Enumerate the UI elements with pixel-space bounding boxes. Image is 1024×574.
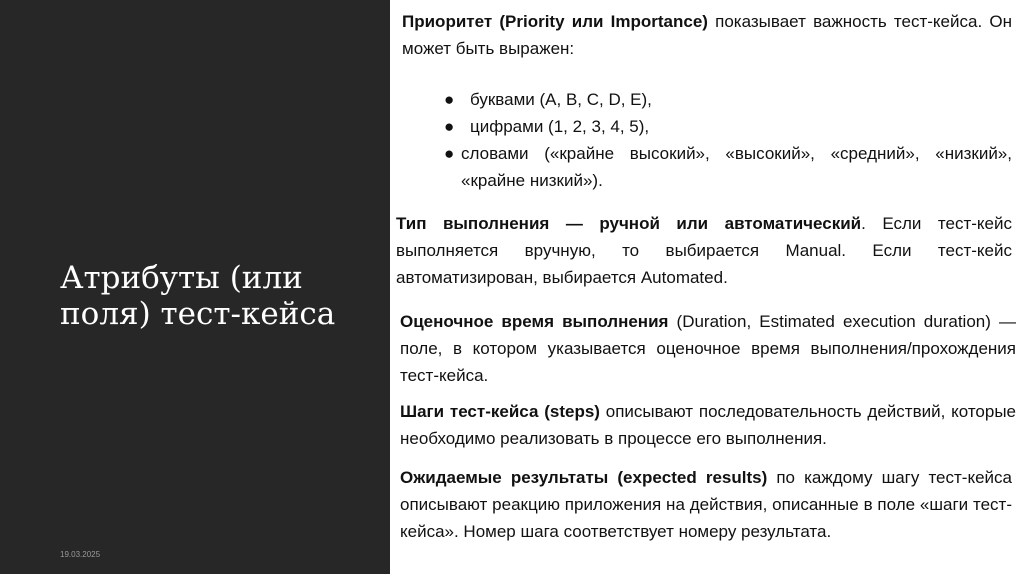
bullet-text: буквами (A, B, C, D, E), [470,90,652,109]
bullet-icon: ● [444,90,455,109]
execution-type-text: . Если тест-кейс выполняется вручную, то выбирается Manual. Если тест-кейс автоматизирован, выбирается Automated. [396,214,1012,287]
list-item [444,140,1012,194]
priority-paragraph [402,8,1012,62]
priority-heading: Приоритет (Priority или Importance) [402,12,708,31]
priority-text: показывает важность тест-кейса. Он может быть выражен: [402,12,1012,58]
title-panel [0,0,390,574]
bullet-text: цифрами (1, 2, 3, 4, 5), [470,117,650,136]
bullet-text: словами («крайне высокий», «высокий», «средний», «низкий», «крайне низкий»). [461,144,1012,190]
steps-heading: Шаги тест-кейса (steps) [400,402,600,421]
expected-results-paragraph [400,464,1012,545]
list-item [444,113,1012,140]
duration-text: (Duration, Estimated execution duration) — поле, в котором указывается оценочное время выполнения/прохождения тест-кейса. [400,312,1016,385]
duration-heading: Оценочное время выполнения [400,312,669,331]
expected-results-heading: Ожидаемые результаты (expected results) [400,468,768,487]
steps-paragraph [400,398,1016,452]
duration-paragraph [400,308,1016,389]
list-item [444,86,1012,113]
execution-type-paragraph [396,210,1012,291]
expected-results-text: по каждому шагу тест-кейса описывают реакцию приложения на действия, описанные в поле «шаги тест-кейса». Номер шага соответствует номеру результата. [400,468,1012,541]
bullet-icon: ● [444,144,455,163]
slide-title: Атрибуты (или поля) тест-кейса [60,260,336,332]
execution-type-heading: Тип выполнения — ручной или автоматический [396,214,862,233]
bullet-icon: ● [444,117,455,136]
steps-text: описывают последовательность действий, которые необходимо реализовать в процессе его выполнения. [400,402,1017,448]
priority-bullet-list [444,86,1012,194]
slide-date: 19.03.2025 [60,550,101,559]
